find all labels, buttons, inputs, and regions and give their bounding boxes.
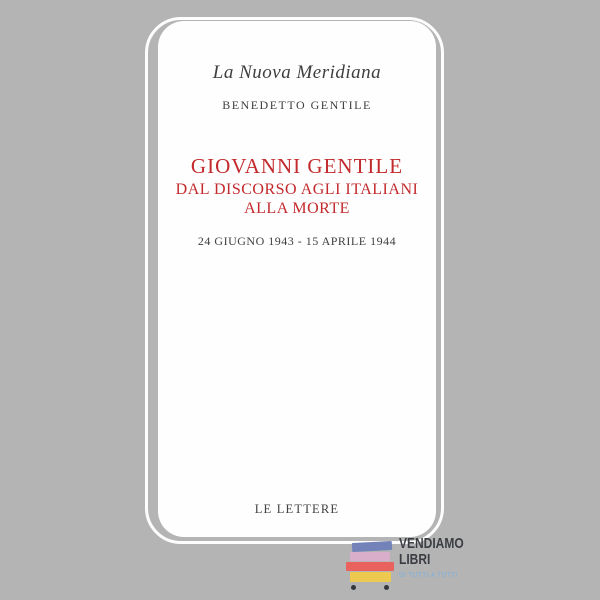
vendiamolibri-watermark xyxy=(345,536,485,596)
book-stack-blue xyxy=(352,541,392,552)
book-cart-icon xyxy=(345,541,397,593)
book-stack-yellow xyxy=(350,572,391,582)
book-stack-pink xyxy=(350,552,390,561)
book-stack-red xyxy=(346,562,394,571)
book-subtitle-line2: ALLA MORTE xyxy=(244,200,350,217)
book-cover xyxy=(158,21,436,537)
watermark-line1: VENDIAMO xyxy=(399,535,464,552)
series-title: La Nuova Meridiana xyxy=(212,62,382,83)
watermark-text xyxy=(399,536,480,579)
watermark-tagline: DI TUTTI A TUTTI xyxy=(399,570,458,579)
cart-wheel-left xyxy=(351,585,356,590)
author-name: BENEDETTO GENTILE xyxy=(222,98,372,112)
date-range: 24 GIUGNO 1943 - 15 APRILE 1944 xyxy=(197,234,397,248)
book-subtitle-line1: DAL DISCORSO AGLI ITALIANI xyxy=(175,181,419,198)
watermark-line2: LIBRI xyxy=(399,551,431,568)
publisher-name: LE LETTERE xyxy=(254,502,340,516)
cart-wheel-right xyxy=(384,585,389,590)
book-title: GIOVANNI GENTILE xyxy=(190,154,404,178)
